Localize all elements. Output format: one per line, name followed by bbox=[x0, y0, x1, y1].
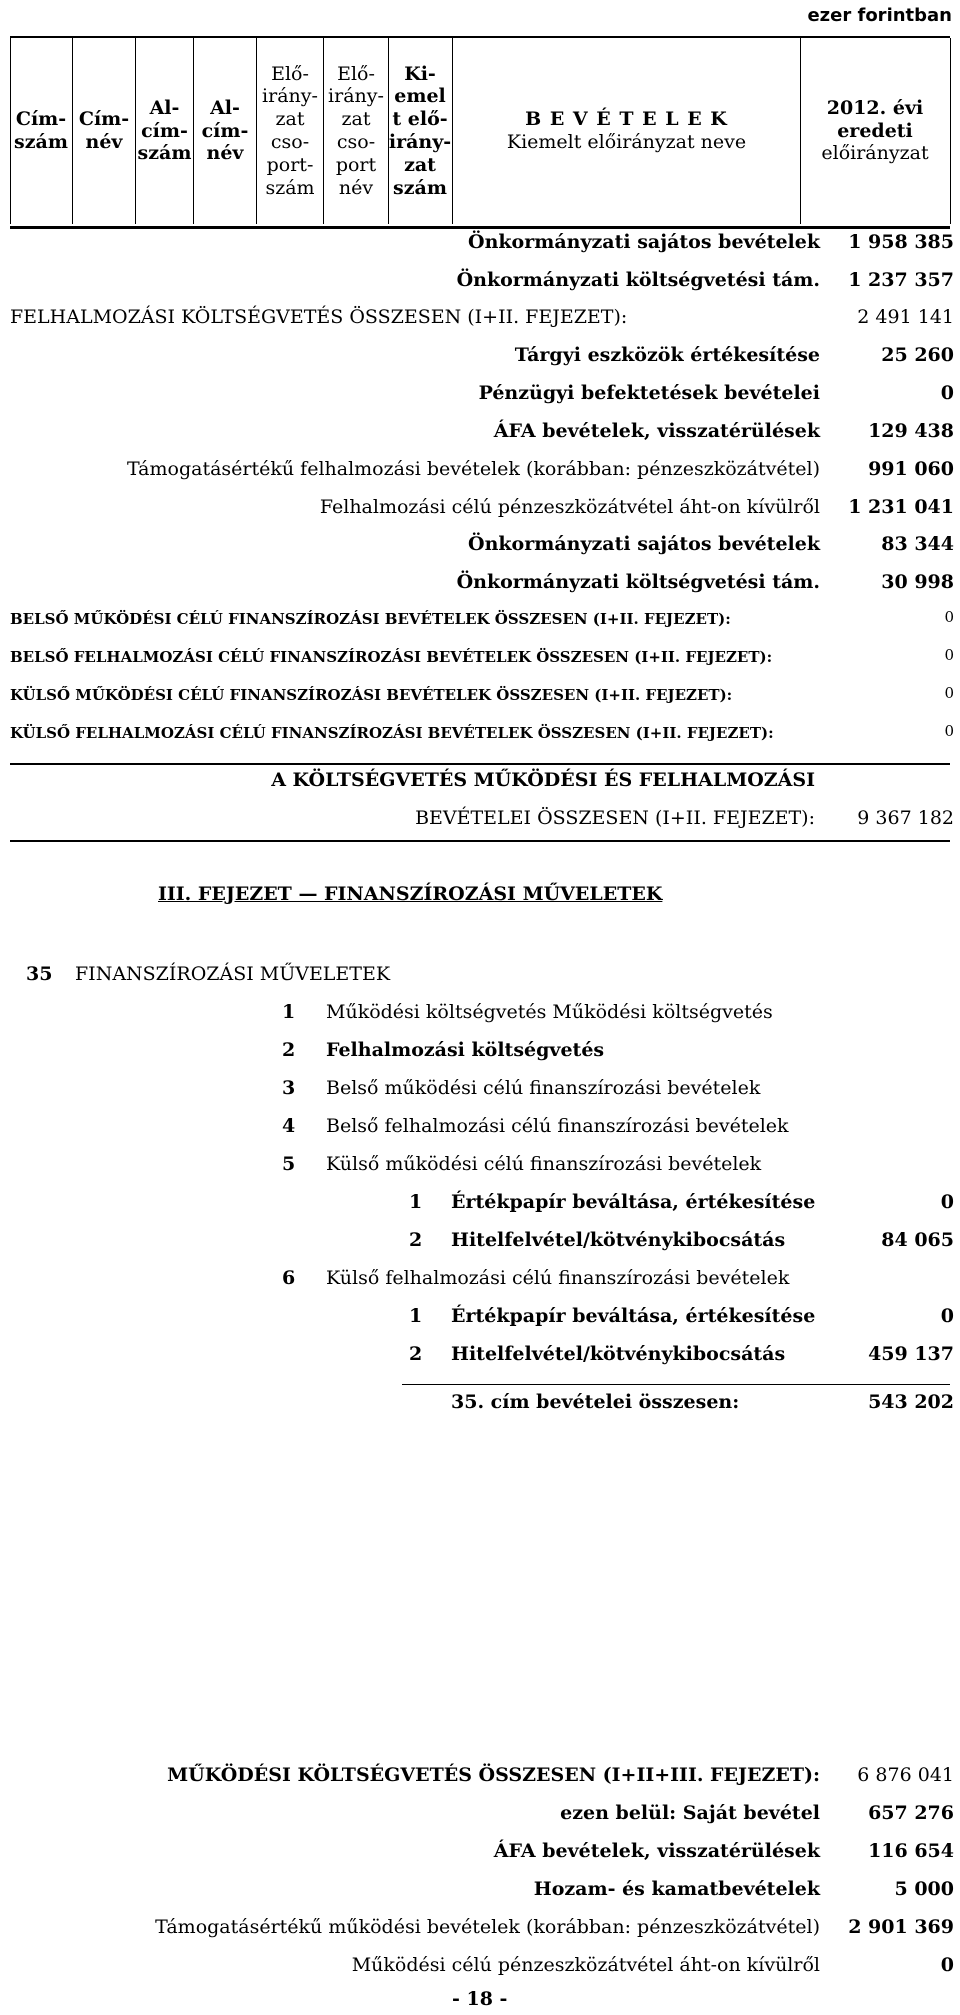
header-alcim-szam: Al-cím-szám bbox=[137, 96, 192, 165]
item-number: 6 bbox=[282, 1267, 296, 1289]
subitem-label: Hitelfelvétel/kötvénykibocsátás bbox=[451, 1229, 786, 1251]
row-value: 1 231 041 bbox=[848, 496, 954, 518]
subitem-label: Értékpapír beváltása, értékesítése bbox=[451, 1191, 816, 1213]
caps-row-label: BELSŐ MŰKÖDÉSI CÉLÚ FINANSZÍROZÁSI BEVÉTELEK ÖSSZESEN (I+II. FEJEZET): bbox=[10, 610, 731, 628]
header-eloiranyzat-csoport-nev: Elő-irány-zat cso-port név bbox=[328, 62, 384, 199]
item-label: Működési költségvetés Működési költségvetés bbox=[326, 1001, 773, 1023]
caps-row-value: 0 bbox=[944, 684, 954, 702]
section-title: FINANSZÍROZÁSI MŰVELETEK bbox=[75, 963, 391, 985]
header-eredeti-line2: előirányzat bbox=[821, 142, 929, 165]
row-value: 83 344 bbox=[881, 533, 954, 555]
row-label: Önkormányzati sajátos bevételek bbox=[468, 231, 820, 253]
subitem-number: 2 bbox=[409, 1343, 423, 1365]
section-total-label: 35. cím bevételei összesen: bbox=[451, 1391, 740, 1413]
page-number: - 18 - bbox=[452, 1988, 508, 2010]
row-value: 25 260 bbox=[881, 344, 954, 366]
row-value: 657 276 bbox=[868, 1802, 954, 1824]
row-value: 129 438 bbox=[868, 420, 954, 442]
caps-row-value: 0 bbox=[944, 608, 954, 626]
header-eredeti-eloiranyzat bbox=[802, 38, 948, 224]
subitem-label: Értékpapír beváltása, értékesítése bbox=[451, 1305, 816, 1327]
row-label: ÁFA bevételek, visszatérülések bbox=[493, 420, 820, 442]
row-label: ezen belül: Saját bevétel bbox=[560, 1802, 820, 1824]
row-value: 2 901 369 bbox=[848, 1916, 954, 1938]
item-label: Külső működési célú finanszírozási bevételek bbox=[326, 1153, 762, 1175]
row-label: Önkormányzati költségvetési tám. bbox=[456, 269, 820, 291]
grand-total-value: 9 367 182 bbox=[857, 807, 954, 829]
row-value: 116 654 bbox=[868, 1840, 954, 1862]
caps-row-value: 0 bbox=[944, 722, 954, 740]
header-cim-szam: Cím-szám bbox=[14, 108, 68, 153]
header-bevetelek bbox=[454, 38, 799, 224]
row-value: 0 bbox=[940, 382, 954, 404]
header-bevetelek-title: B E V É T E L E K bbox=[525, 108, 728, 131]
section-number: 35 bbox=[26, 963, 53, 985]
subitem-value: 0 bbox=[940, 1305, 954, 1327]
row-label: Tárgyi eszközök értékesítése bbox=[514, 344, 820, 366]
item-label: Felhalmozási költségvetés bbox=[326, 1039, 605, 1061]
caps-row-label: KÜLSŐ MŰKÖDÉSI CÉLÚ FINANSZÍROZÁSI BEVÉTELEK ÖSSZESEN (I+II. FEJEZET): bbox=[10, 686, 733, 704]
item-number: 3 bbox=[282, 1077, 296, 1099]
subitem-value: 0 bbox=[940, 1191, 954, 1213]
row-value: 1 237 357 bbox=[848, 269, 954, 291]
row-label: Felhalmozási célú pénzeszközátvétel áht-on kívülről bbox=[319, 496, 820, 518]
header-eredeti-line1: 2012. évi eredeti bbox=[826, 96, 924, 142]
row-label: ÁFA bevételek, visszatérülések bbox=[493, 1840, 820, 1862]
header-alcim-nev: Al-cím-név bbox=[201, 96, 249, 165]
item-number: 5 bbox=[282, 1153, 296, 1175]
row-label: Pénzügyi befektetések bevételei bbox=[478, 382, 820, 404]
row-value: 6 876 041 bbox=[857, 1764, 954, 1786]
row-value: 30 998 bbox=[881, 571, 954, 593]
subitem-value: 459 137 bbox=[868, 1343, 954, 1365]
row-value: 5 000 bbox=[894, 1878, 954, 1900]
item-label: Belső működési célú finanszírozási bevételek bbox=[326, 1077, 761, 1099]
row-label: MŰKÖDÉSI KÖLTSÉGVETÉS ÖSSZESEN (I+II+III. FEJEZET): bbox=[167, 1764, 820, 1786]
row-label: Működési célú pénzeszközátvétel áht-on kívülről bbox=[351, 1954, 820, 1976]
caps-row-label: BELSŐ FELHALMOZÁSI CÉLÚ FINANSZÍROZÁSI BEVÉTELEK ÖSSZESEN (I+II. FEJEZET): bbox=[10, 648, 773, 666]
row-value: 991 060 bbox=[868, 458, 954, 480]
subitem-number: 2 bbox=[409, 1229, 423, 1251]
chapter-title: III. FEJEZET — FINANSZÍROZÁSI MŰVELETEK bbox=[158, 883, 663, 905]
item-number: 2 bbox=[282, 1039, 296, 1061]
grand-total-line2: BEVÉTELEI ÖSSZESEN (I+II. FEJEZET): bbox=[415, 807, 815, 829]
item-number: 4 bbox=[282, 1115, 296, 1137]
row-value: 1 958 385 bbox=[848, 231, 954, 253]
item-label: Külső felhalmozási célú finanszírozási bevételek bbox=[326, 1267, 790, 1289]
subitem-number: 1 bbox=[409, 1191, 423, 1213]
subitem-value: 84 065 bbox=[881, 1229, 954, 1251]
header-kiemelt-eloiranyzat-szam: Ki-emel t elő-irány-zat szám bbox=[388, 62, 452, 199]
subitem-label: Hitelfelvétel/kötvénykibocsátás bbox=[451, 1343, 786, 1365]
header-bevetelek-sub: Kiemelt előirányzat neve bbox=[506, 131, 747, 153]
row-label-felhalmozasi-osszesen: FELHALMOZÁSI KÖLTSÉGVETÉS ÖSSZESEN (I+II. FEJEZET): bbox=[10, 306, 628, 328]
header-eloiranyzat-csoport-szam: Elő-irány-zat cso-port-szám bbox=[262, 62, 318, 199]
subitem-number: 1 bbox=[409, 1305, 423, 1327]
row-value: 0 bbox=[940, 1954, 954, 1976]
row-label: Önkormányzati költségvetési tám. bbox=[456, 571, 820, 593]
currency-note: ezer forintban bbox=[807, 5, 952, 26]
row-value: 2 491 141 bbox=[857, 306, 954, 328]
row-label: Támogatásértékű felhalmozási bevételek (korábban: pénzeszközátvétel) bbox=[126, 458, 820, 480]
caps-row-label: KÜLSŐ FELHALMOZÁSI CÉLÚ FINANSZÍROZÁSI BEVÉTELEK ÖSSZESEN (I+II. FEJEZET): bbox=[10, 724, 774, 742]
row-label: Hozam- és kamatbevételek bbox=[533, 1878, 820, 1900]
header-cim-nev: Cím-név bbox=[78, 108, 130, 153]
section-total-value: 543 202 bbox=[868, 1391, 954, 1413]
item-label: Belső felhalmozási célú finanszírozási bevételek bbox=[326, 1115, 789, 1137]
row-label: Önkormányzati sajátos bevételek bbox=[468, 533, 820, 555]
grand-total-line1: A KÖLTSÉGVETÉS MŰKÖDÉSI ÉS FELHALMOZÁSI bbox=[271, 769, 815, 791]
row-label: Támogatásértékű működési bevételek (korábban: pénzeszközátvétel) bbox=[155, 1916, 820, 1938]
caps-row-value: 0 bbox=[944, 646, 954, 664]
item-number: 1 bbox=[282, 1001, 296, 1023]
